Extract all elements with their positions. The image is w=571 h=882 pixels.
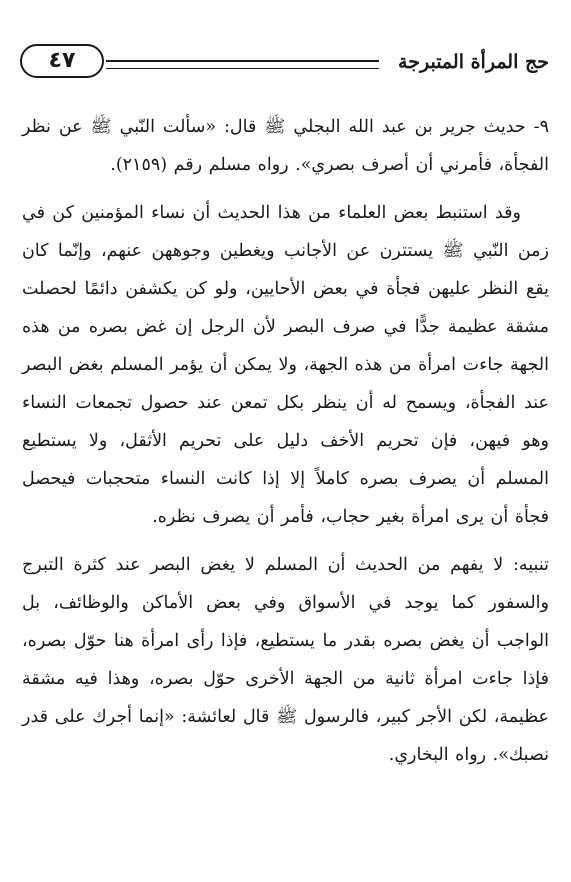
page-content	[22, 108, 549, 784]
note-paragraph: تنبيه: لا يفهم من الحديث أن المسلم لا يغض البصر عند كثرة التبرج والسفور كما يوجد في الأسواق وفي بعض الأماكن والوظائف، بل الواجب أن يغض بصره بقدر ما يستطيع، فإذا رأى امرأة هنا حوّل بصره، فإذا جاءت امرأة ثانية من الجهة الأخرى حوّل بصره، وهذا فيه مشقة عظيمة، لكن الأجر كبير، فالرسول ﷺ قال لعائشة: «إنما أجرك على قدر نصبك». رواه البخاري.	[22, 555, 549, 765]
header-rule	[106, 60, 379, 69]
book-title: حج المرأة المتبرجة	[398, 51, 549, 73]
page-number: ٤٧	[20, 44, 104, 78]
page-header	[20, 44, 549, 80]
hadith-paragraph: ٩- حديث جرير بن عبد الله البجلي ﷺ قال: «سألت النّبي ﷺ عن نظر الفجأة، فأمرني أن أصرف بصري». رواه مسلم رقم (٢١٥٩).	[22, 117, 549, 175]
explanation-paragraph: وقد استنبط بعض العلماء من هذا الحديث أن نساء المؤمنين كن في زمن النّبي ﷺ يستترن عن الأجانب ويغطين وجوههن عنهم، وإنّما كان يقع النظر عليهن فجأة في بعض الأحايين، ولو كن يكشفن دائمًا لحصلت مشقة عظيمة جدًّا في صرف البصر لأن الرجل إن غض بصره من هذه الجهة جاءت امرأة من هذه الجهة، ولا يمكن أن يؤمر المسلم بغض البصر عند الفجأة، ويسمح له أن ينظر بكل تمعن عند حصول تجمعات النساء وهو فيهن، فإن تحريم الأخف دليل على تحريم الأثقل، ولا يستطيع المسلم أن يصرف بصره كاملاً إلا إذا كانت النساء متحجبات فيحصل فجأة أن يرى امرأة بغير حجاب، فأمر أن يصرف نظره.	[22, 203, 549, 527]
